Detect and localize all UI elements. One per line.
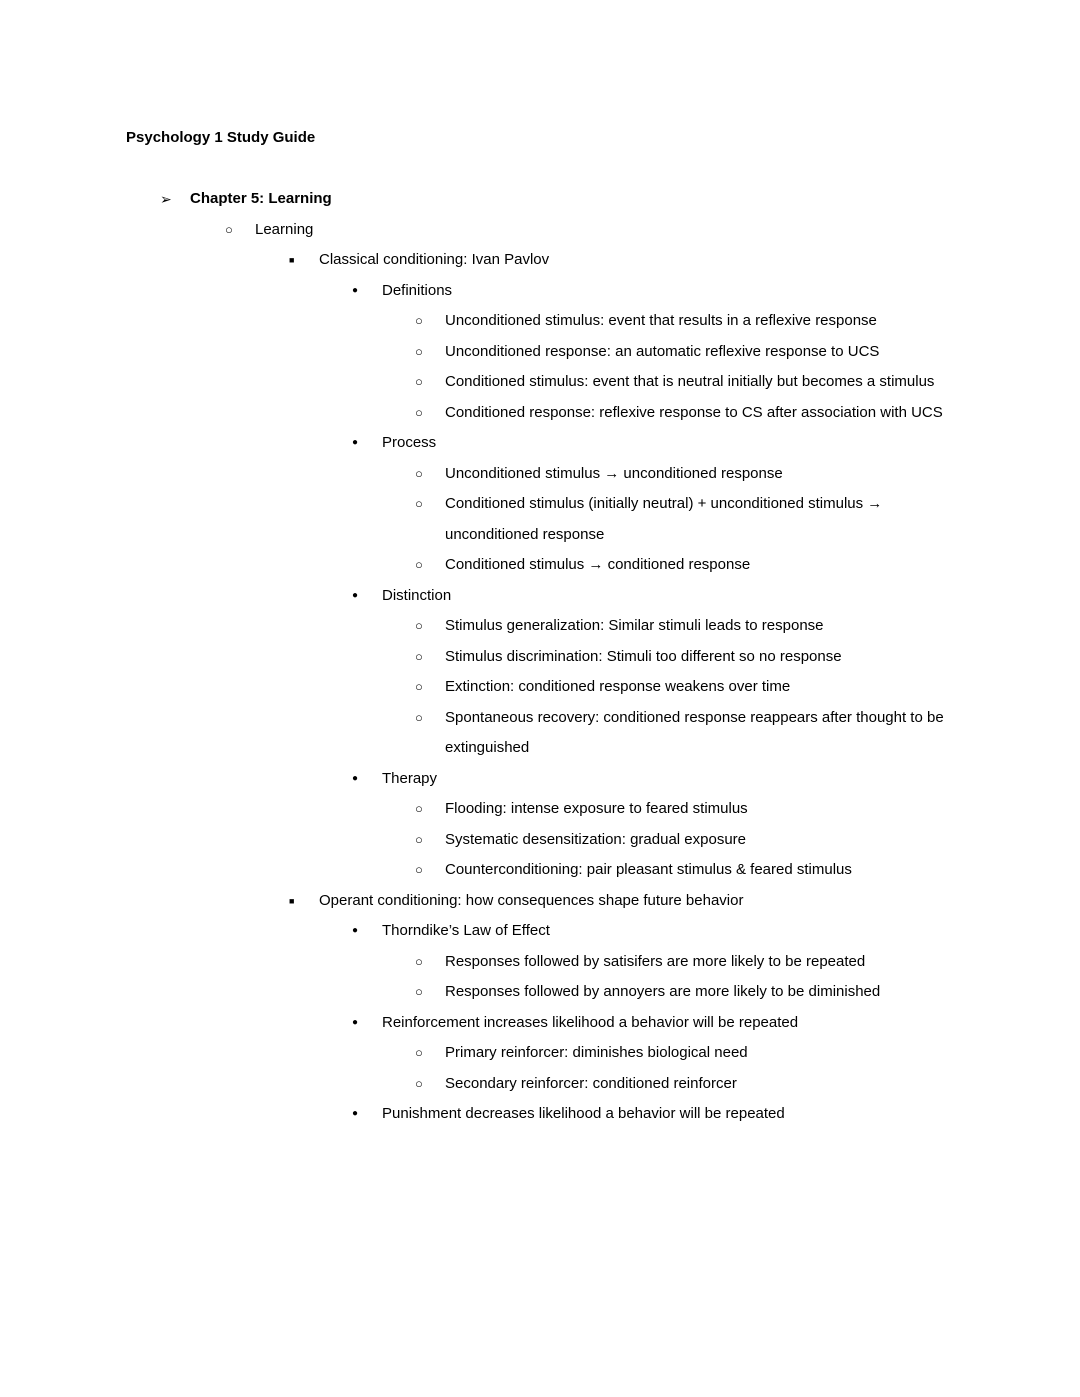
list-item bbox=[126, 276, 960, 307]
list-item-text: Definitions bbox=[382, 281, 453, 299]
list-item-text: Conditioned stimulus → conditioned response bbox=[445, 556, 751, 573]
list-item bbox=[126, 703, 960, 764]
list-item-text: Unconditioned stimulus: event that results in a reflexive response bbox=[445, 312, 877, 329]
list-item-text: Flooding: intense exposure to feared stimulus bbox=[445, 800, 748, 817]
bullet-circle-icon: ○ bbox=[415, 465, 423, 481]
list-item-text: Conditioned response: reflexive response to CS after association with UCS bbox=[445, 403, 943, 421]
list-item bbox=[126, 306, 960, 337]
list-item-text: Responses followed by satisifers are more likely to be repeated bbox=[445, 952, 866, 970]
list-item bbox=[126, 398, 960, 429]
list-item-text: Operant conditioning: how consequences shape future behavior bbox=[319, 891, 744, 909]
bullet-disc-icon: ● bbox=[352, 1016, 359, 1028]
bullet-circle-icon: ○ bbox=[415, 709, 423, 725]
list-item bbox=[126, 855, 960, 886]
bullet-circle-icon: ○ bbox=[415, 404, 423, 420]
list-item-text: Unconditioned response: an automatic reflexive response to UCS bbox=[445, 342, 880, 360]
bullet-disc-icon: ● bbox=[352, 1108, 359, 1119]
list-item bbox=[126, 886, 960, 917]
list-item bbox=[126, 916, 960, 947]
list-item-text: Primary reinforcer: diminishes biological need bbox=[445, 1044, 748, 1061]
list-item-text: Reinforcement increases likelihood a behavior will be repeated bbox=[382, 1013, 799, 1031]
bullet-circle-icon: ○ bbox=[415, 343, 423, 359]
list-item bbox=[126, 245, 960, 276]
list-item bbox=[126, 947, 960, 978]
list-item bbox=[126, 672, 960, 703]
list-item-text: Stimulus discrimination: Stimuli too different so no response bbox=[445, 647, 842, 665]
list-item-text: Unconditioned stimulus → unconditioned response bbox=[445, 464, 783, 482]
list-item bbox=[126, 825, 960, 856]
bullet-disc-icon: ● bbox=[352, 437, 359, 448]
bullet-disc-icon: ● bbox=[352, 925, 359, 936]
page-title: Psychology 1 Study Guide bbox=[126, 129, 316, 146]
list-item-text: Conditioned stimulus (initially neutral) + unconditioned stimulus → unconditioned response bbox=[445, 495, 883, 543]
list-item-text: Classical conditioning: Ivan Pavlov bbox=[319, 251, 550, 268]
list-item bbox=[126, 581, 960, 612]
list-item bbox=[126, 489, 960, 550]
list-item bbox=[126, 1099, 960, 1130]
bullet-circle-icon: ○ bbox=[415, 831, 423, 847]
bullet-circle-icon: ○ bbox=[415, 984, 423, 999]
list-item bbox=[126, 215, 960, 246]
bullet-circle-icon: ○ bbox=[415, 557, 423, 572]
bullet-arrow-icon: ➢ bbox=[160, 191, 172, 207]
list-item-text: Stimulus generalization: Similar stimuli leads to response bbox=[445, 617, 824, 634]
list-item bbox=[126, 367, 960, 398]
list-item-text: Secondary reinforcer: conditioned reinforcer bbox=[445, 1074, 737, 1092]
bullet-square-icon: ■ bbox=[289, 895, 295, 906]
bullet-circle-icon: ○ bbox=[415, 374, 423, 389]
bullet-disc-icon: ● bbox=[352, 589, 359, 601]
bullet-circle-icon: ○ bbox=[415, 801, 423, 816]
list-item-text: Counterconditioning: pair pleasant stimulus & feared stimulus bbox=[445, 861, 852, 878]
list-item-text: Distinction bbox=[382, 586, 452, 604]
list-item bbox=[126, 428, 960, 459]
list-item bbox=[126, 550, 960, 581]
list-item bbox=[126, 1069, 960, 1100]
list-item-text: Conditioned stimulus: event that is neutral initially but becomes a stimulus bbox=[445, 373, 935, 390]
list-item-text: Systematic desensitization: gradual exposure bbox=[445, 830, 746, 848]
bullet-circle-icon: ○ bbox=[415, 1045, 423, 1060]
list-item bbox=[126, 764, 960, 795]
list-item bbox=[126, 611, 960, 642]
bullet-circle-icon: ○ bbox=[415, 679, 423, 694]
bullet-circle-icon: ○ bbox=[415, 313, 423, 328]
list-item-text: Thorndike’s Law of Effect bbox=[382, 922, 550, 939]
bullet-circle-icon: ○ bbox=[225, 221, 233, 237]
list-item-text: Responses followed by annoyers are more likely to be diminished bbox=[445, 983, 881, 1000]
bullet-disc-icon: ● bbox=[352, 284, 359, 296]
list-item-text: Learning bbox=[255, 220, 314, 238]
list-item bbox=[126, 1038, 960, 1069]
list-item bbox=[126, 794, 960, 825]
bullet-square-icon: ■ bbox=[289, 255, 295, 265]
list-item-text: Chapter 5: Learning bbox=[190, 190, 332, 207]
list-item bbox=[126, 337, 960, 368]
list-item bbox=[126, 459, 960, 490]
bullet-circle-icon: ○ bbox=[415, 1075, 423, 1091]
list-item bbox=[126, 1008, 960, 1039]
document-body bbox=[126, 184, 960, 1130]
list-item-text: Therapy bbox=[382, 769, 438, 787]
bullet-disc-icon: ● bbox=[352, 772, 359, 784]
list-item bbox=[126, 642, 960, 673]
bullet-circle-icon: ○ bbox=[415, 648, 423, 664]
list-item bbox=[126, 184, 960, 215]
bullet-circle-icon: ○ bbox=[415, 862, 423, 877]
list-item-text: Punishment decreases likelihood a behavior will be repeated bbox=[382, 1105, 785, 1122]
list-item-text: Process bbox=[382, 434, 437, 451]
list-item bbox=[126, 977, 960, 1008]
bullet-circle-icon: ○ bbox=[415, 618, 423, 633]
list-item-text: Extinction: conditioned response weakens over time bbox=[445, 678, 791, 695]
bullet-circle-icon: ○ bbox=[415, 496, 423, 511]
list-item-text: Spontaneous recovery: conditioned response reappears after thought to be extinguished bbox=[445, 708, 944, 756]
bullet-circle-icon: ○ bbox=[415, 953, 423, 969]
